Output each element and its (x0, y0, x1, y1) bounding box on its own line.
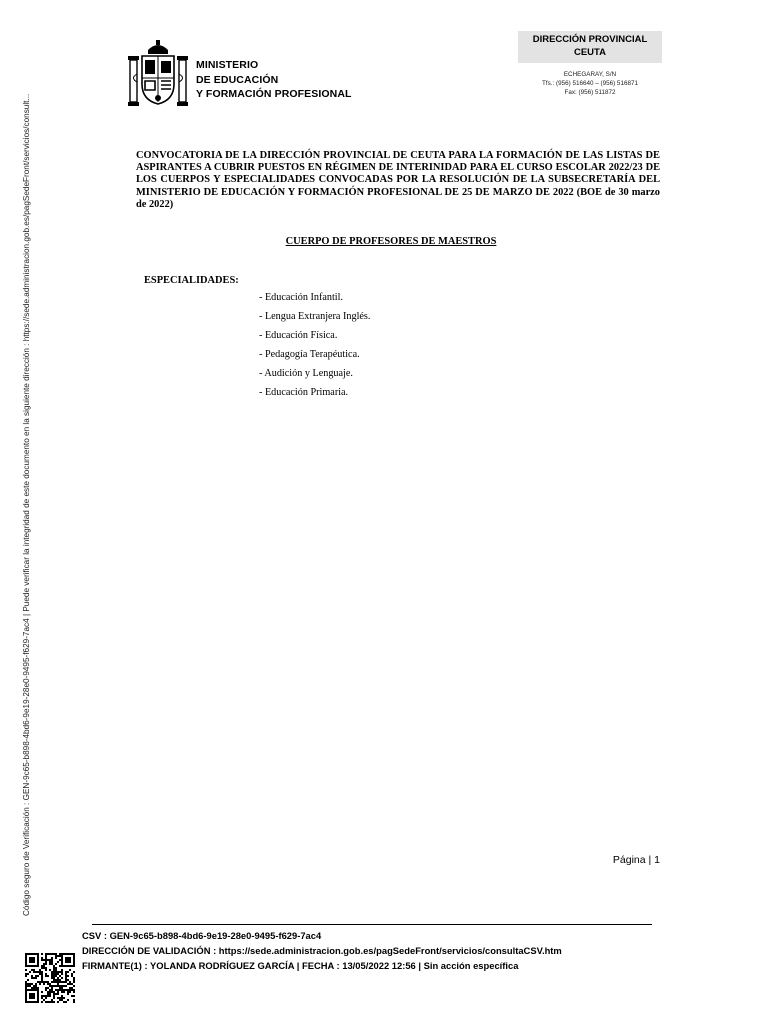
list-item: - Pedagogía Terapéutica. (259, 349, 360, 360)
address-line: ECHEGARAY, S/N (563, 71, 617, 78)
footer-divider (92, 924, 652, 925)
list-item: - Educación Primaria. (259, 387, 349, 398)
page-number: Página | 1 (612, 854, 660, 866)
dp-line: CEUTA (573, 47, 607, 58)
ministry-line: MINISTERIO (196, 59, 259, 71)
list-item: - Educación Infantil. (259, 292, 344, 303)
document-title: CONVOCATORIA DE LA DIRECCIÓN PROVINCIAL DE CEUTA PARA LA FORMACIÓN DE LAS LISTAS DE ASPIRANTES A CUBRIR PUESTOS EN RÉGIMEN DE INTERINIDAD PARA EL CURSO ESCOLAR 2022/23 DE LOS CUERPOS Y ESPECIALIDADES CONVOCADAS POR LA RESOLUCIÓN DE LA SUBSECRETARÍA DEL MINISTERIO DE EDUCACIÓN Y FORMACIÓN PROFESIONAL DE 25 DE MARZO DE 2022 (BOE de 30 marzo de 2022) (136, 150, 660, 210)
signer-info: FIRMANTE(1) : YOLANDA RODRÍGUEZ GARCÍA | FECHA : 13/05/2022 12:56 | Sin acción específica (82, 960, 519, 971)
address-block (518, 70, 662, 97)
section-heading: CUERPO DE PROFESORES DE MAESTROS (285, 236, 497, 247)
ministry-line: DE EDUCACIÓN (196, 73, 279, 86)
list-item: - Lengua Extranjera Inglés. (259, 311, 371, 322)
specialties-label: ESPECIALIDADES: (144, 275, 239, 286)
list-item: - Audición y Lenguaje. (259, 368, 353, 379)
specialties-list (259, 292, 370, 406)
ministry-line: Y FORMACIÓN PROFESIONAL (196, 88, 352, 100)
coat-of-arms-icon (128, 40, 188, 108)
address-line: Tfs.: (956) 516640 – (956) 516871 (542, 80, 638, 87)
side-verification-text: Código seguro de Verificación : GEN-9c65-b898-4bd6-9e19-28e0-9495-f629-7ac4 | Puede verificar la integridad de este documento en la siguiente dirección : https://sede.administracion.gob.es/pagSedeFront/servicios/consult... (22, 93, 31, 916)
qr-code-icon (24, 952, 76, 1004)
ministry-name (196, 58, 352, 102)
signature-footer (82, 928, 562, 973)
csv-code: CSV : GEN-9c65-b898-4bd6-9e19-28e0-9495-f629-7ac4 (82, 930, 322, 941)
list-item: - Educación Física. (259, 330, 338, 341)
validation-url: DIRECCIÓN DE VALIDACIÓN : https://sede.administracion.gob.es/pagSedeFront/servicios/consultaCSV.htm (82, 945, 562, 956)
address-line: Fax: (956) 511872 (564, 89, 616, 96)
dp-line: DIRECCIÓN PROVINCIAL (532, 34, 648, 45)
provincial-directorate-box (518, 31, 662, 63)
